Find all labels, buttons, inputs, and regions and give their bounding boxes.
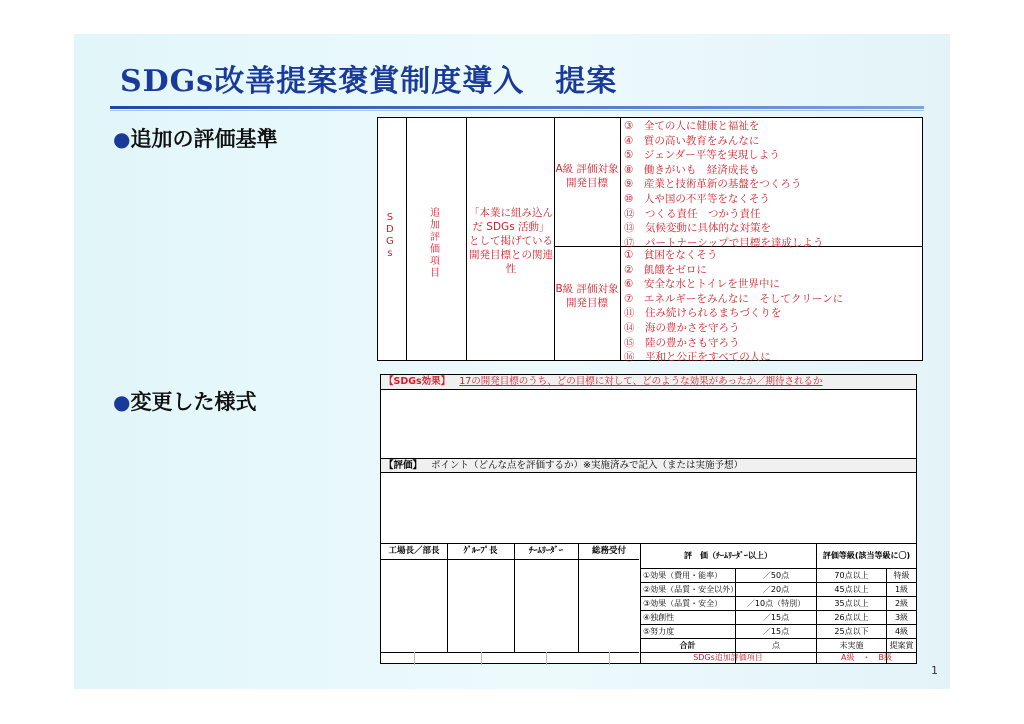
grade-option[interactable]: 3級 <box>894 613 909 622</box>
criteria-table <box>377 117 923 364</box>
criteria-col-additional-item: 追 加 評 価 項 目 <box>430 208 440 279</box>
goal-item: ⑯ 平和と公正をすべての人に <box>624 351 771 364</box>
section-heading-form <box>113 386 256 416</box>
evaluation-grid <box>640 543 916 664</box>
goal-item: ⑦ エネルギーをみんなに そしてクリーンに <box>624 292 844 305</box>
goal-item: ② 飢餓をゼロに <box>624 263 707 276</box>
section-heading-criteria <box>113 123 277 153</box>
group-b-label: B級 評価対象 開発目標 <box>555 283 619 309</box>
criterion-points[interactable]: ／15点 <box>762 613 790 622</box>
approver-team-leader: ﾁｰﾑﾘｰﾀﾞｰ <box>528 546 563 556</box>
evaluation-field[interactable] <box>381 473 916 543</box>
goal-item: ③ 全ての人に健康と福祉を <box>624 120 760 132</box>
grade-option[interactable]: 2級 <box>894 599 909 608</box>
goal-item: ① 貧困をなくそう <box>624 249 718 261</box>
grade-option[interactable]: 4級 <box>894 627 909 636</box>
stamp-box-general-affairs[interactable] <box>579 560 640 652</box>
criterion-quality-safety: ③効果（品質・安全） <box>643 599 723 608</box>
grade-range: 70点以上 <box>834 571 869 580</box>
title-underline-thin <box>110 110 924 111</box>
evaluation-header: 【評価】 ポイント（どんな点を評価するか）※実施済みで記入（または実施予想） <box>381 458 916 473</box>
goal-item: ⑮ 陸の豊かさも守ろう <box>624 336 740 349</box>
group-a-goals <box>624 119 823 250</box>
goal-item: ⑩ 人や国の不平等をなくそう <box>624 192 770 205</box>
sdgs-additional-item: SDGs追加評価項目 <box>693 653 763 662</box>
page-number: 1 <box>931 664 938 677</box>
sdgs-effect-field[interactable] <box>381 390 916 457</box>
goal-item: ⑤ ジェンダー平等を実現しよう <box>624 149 780 162</box>
criterion-points[interactable]: ／10点（特別） <box>746 599 806 608</box>
criterion-effort: ⑤努力度 <box>643 627 675 636</box>
stamp-box-group-leader[interactable] <box>448 560 514 652</box>
grade-proposal-award[interactable]: 提案賞 <box>889 641 914 650</box>
total-label: 合計 <box>679 641 696 650</box>
goal-item: ⑭ 海の豊かさを守ろう <box>624 321 740 334</box>
goal-item: ⑥ 安全な水とトイレを世界中に <box>624 278 780 291</box>
grade-option[interactable]: 特級 <box>893 571 910 580</box>
criterion-non-quality: ②効果（品質・安全以外） <box>643 585 739 594</box>
grade-not-implemented[interactable]: 未実施 <box>839 641 864 650</box>
criterion-originality: ④独創性 <box>643 613 675 622</box>
criteria-description: 「本業に組み込んだ SDGs 活動」として掲げている開発目標との関連性 <box>469 207 553 275</box>
evaluation-grid-header: 評 価（ﾁｰﾑﾘｰﾀﾞｰ以上） <box>640 543 816 569</box>
criterion-points[interactable]: ／50点 <box>762 571 790 580</box>
goal-item: ⑨ 産業と技術革新の基盤をつくろう <box>624 178 802 191</box>
group-b-goals <box>624 248 843 365</box>
grade-option[interactable]: 1級 <box>894 585 909 594</box>
section-heading-text: 変更した様式 <box>130 390 257 414</box>
stamp-box-factory-manager[interactable] <box>381 560 447 652</box>
grade-range: 26点以上 <box>834 613 869 622</box>
slide-title: SDGs改善提案褒賞制度導入 提案 <box>120 64 618 99</box>
grade-range: 25点以下 <box>834 627 869 636</box>
goal-item: ⑪ 住み続けられるまちづくりを <box>624 307 782 320</box>
goal-item: ④ 質の高い教育をみんなに <box>624 134 760 147</box>
goal-item: ⑬ 気候変動に具体的な対策を <box>624 222 771 235</box>
approver-general-affairs: 総務受付 <box>591 546 626 556</box>
bullet-dot-icon: ● <box>113 390 131 414</box>
grade-range: 45点以上 <box>834 585 869 594</box>
grade-range: 35点以上 <box>834 599 869 608</box>
bullet-dot-icon: ● <box>113 127 131 151</box>
goal-item: ⑫ つくる責任 つかう責任 <box>624 207 761 220</box>
group-a-label: A級 評価対象 開発目標 <box>555 163 619 189</box>
grade-header: 評価等級(該当等級に〇) <box>817 543 916 569</box>
section-heading-text: 追加の評価基準 <box>130 127 278 151</box>
total-points[interactable]: 点 <box>772 641 780 650</box>
sdgs-effect-header: 【SDGs効果】 17の開発目標のうち、どの目標に対して、どのような効果があったか／期待されるか <box>381 375 916 390</box>
goal-item: ⑰ パートナーシップで目標を達成しよう <box>624 236 824 249</box>
goal-item: ⑧ 働きがいも 経済成長も <box>624 163 760 176</box>
criterion-points[interactable]: ／15点 <box>762 627 790 636</box>
criteria-col-sdgs: S D G s <box>386 212 394 259</box>
approver-group-leader: ｸﾞﾙｰﾌﾟ長 <box>463 546 498 556</box>
stamp-box-team-leader[interactable] <box>515 560 578 652</box>
title-underline <box>110 106 924 109</box>
sdgs-grade-options[interactable]: A級 ・ B級 <box>841 653 892 662</box>
criterion-points[interactable]: ／20点 <box>762 585 790 594</box>
criterion-cost-efficiency: ①効果（費用・能率） <box>643 571 723 580</box>
proposal-form <box>380 374 917 664</box>
approver-factory-manager: 工場長／部長 <box>388 546 440 556</box>
